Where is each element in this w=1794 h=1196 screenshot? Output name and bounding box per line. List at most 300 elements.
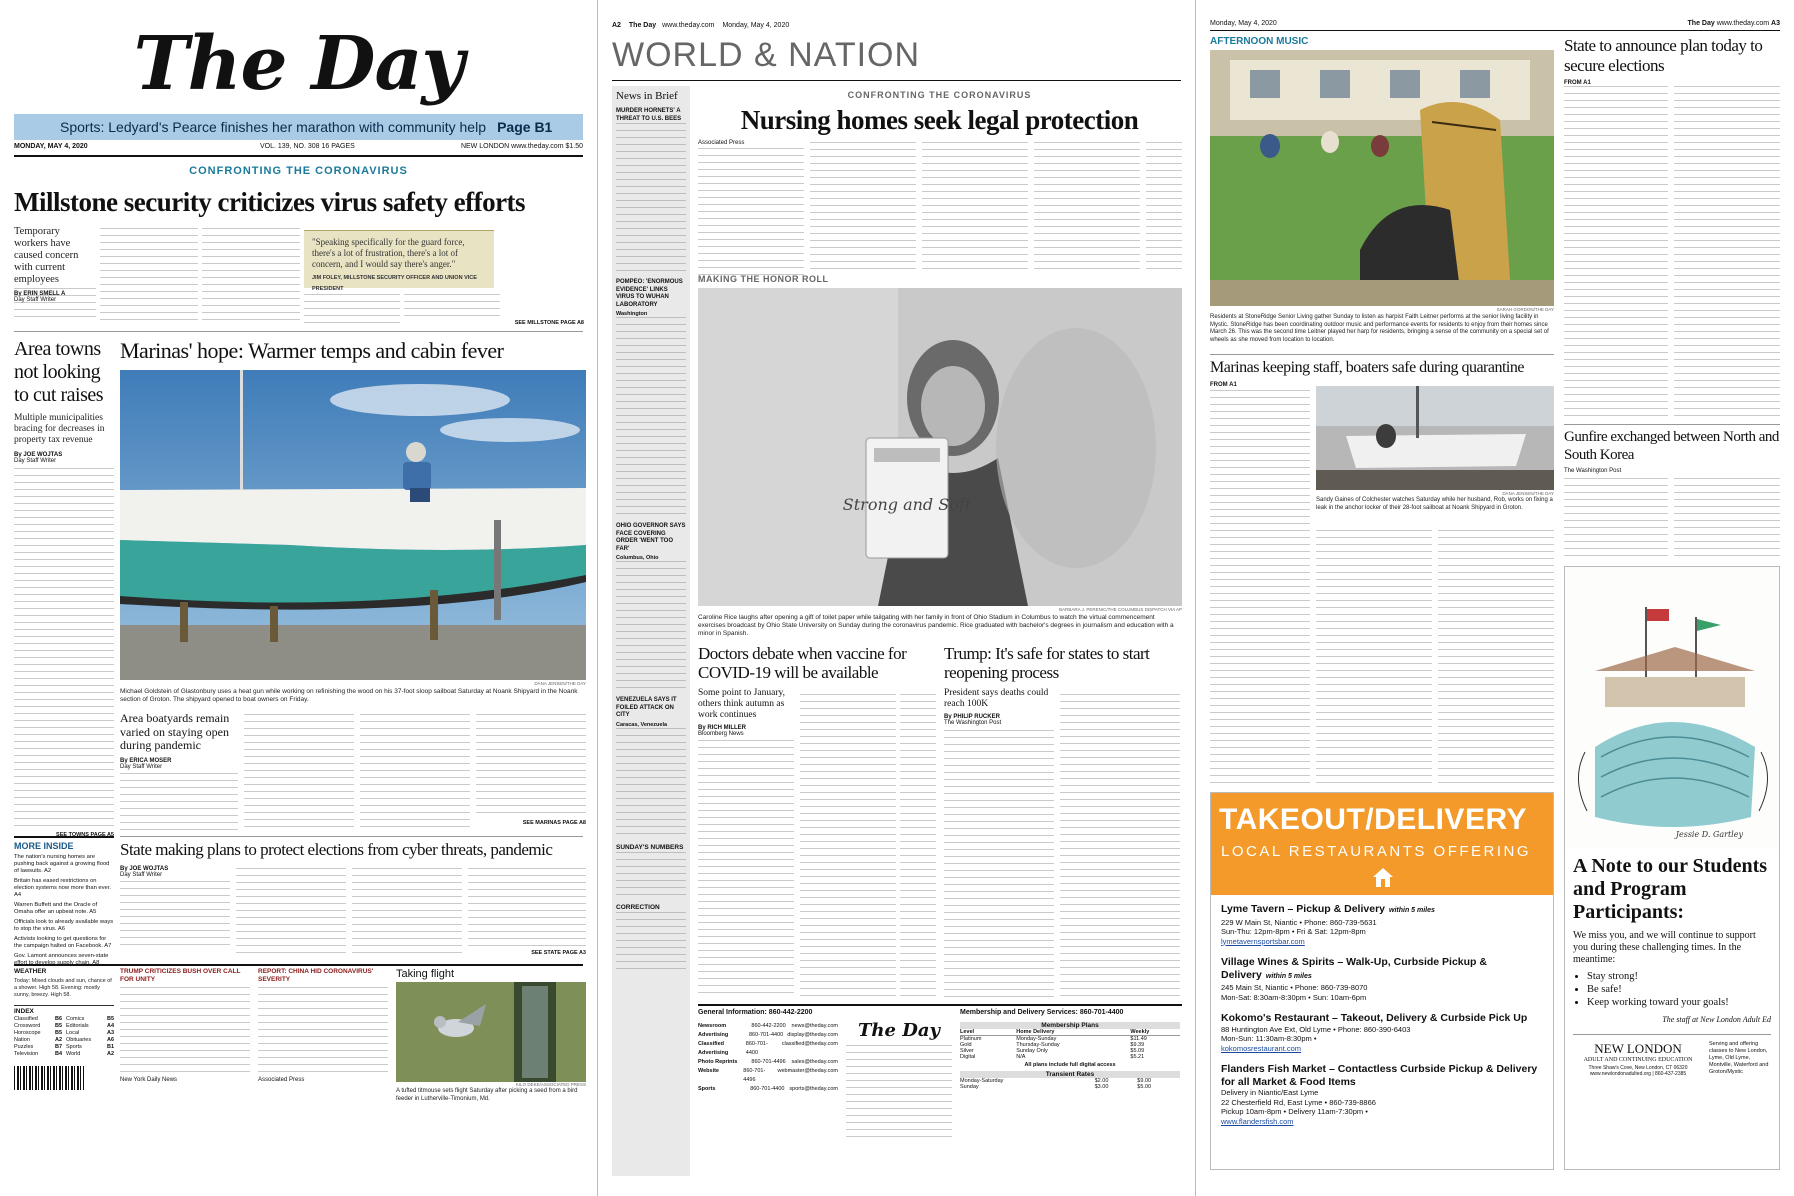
adult-ed-logo [1573,1041,1703,1077]
front-kicker: CONFRONTING THE CORONAVIRUS [189,165,408,177]
boatyards-byline: By ERICA MOSER [120,757,172,764]
paper-url: www.theday.com [662,22,715,29]
takeout-ad-header [1211,793,1553,895]
note-headline: A Note to our Students and Program Participants: [1573,855,1768,923]
honor-roll-label: MAKING THE HONOR ROLL [698,274,829,284]
directory-dept: Sports [698,1086,716,1092]
sailboat-photo-image [1316,386,1554,490]
more-inside-item[interactable]: Activists looking to get questions for the campaign halted on Facebook. A7 [14,936,112,949]
see-marinas-link[interactable]: SEE MARINAS PAGE A8 [522,820,586,826]
graduate-photo-caption: Caroline Rice laughs after opening a gift of toilet paper while tailgating with her family in front of Ohio Stadium in Columbus to watch the virtual commencement exercises broadcast by Ohio State University on Sunday during the coronavirus pandemic. Rice graduated with bachelor's degrees in journalism and education with a minor in Spanish. [698,614,1174,637]
index-page: A3 [106,1030,114,1036]
takeout-ad-title: TAKEOUT/DELIVERY [1219,803,1528,836]
directory-row [698,1085,838,1094]
note-bullet: • Keep working toward your goals! [1587,996,1771,1009]
nursing-body-col5 [1146,142,1182,270]
page-date: Monday, May 4, 2020 [722,22,790,29]
staff-listing [846,1045,952,1141]
mini-masthead [846,1020,952,1141]
paper-url: www.theday.com [1716,20,1770,27]
note-bullets [1587,970,1771,1009]
lead-byline: By ERIN SMELL A [14,291,66,297]
sailboat-photo-credit: DANA JENSEN/THE DAY [1502,491,1554,496]
index-page: B6 [54,1016,62,1022]
restaurant-detail: Mon-Sun: 11:30am-8:30pm • [1221,1034,1317,1043]
a2-kicker: CONFRONTING THE CORONAVIRUS [847,90,1032,100]
page-a3 [1196,0,1794,1196]
artist-signature: Jessie D. Gartley [1675,830,1743,839]
index-section: World [66,1051,81,1057]
note-intro: We miss you, and we will continue to support you during these challenging times. In the meantime: [1573,930,1756,965]
restaurant-link[interactable]: lymetavernsportsbar.com [1221,936,1305,946]
directory-dept: Website [698,1068,719,1074]
plans-cell: $5.09 [1130,1048,1145,1054]
divider [1210,30,1780,31]
news-in-brief-label: News in Brief [616,90,678,102]
adult-ed-note [1565,849,1779,1083]
divider [1564,424,1780,425]
state-byline-role: Day Staff Writer [120,872,163,878]
issue-price: www.theday.com $1.50 [511,143,583,150]
restaurant-note: within 5 miles [1265,972,1312,980]
marinas-body-col1 [1210,390,1310,788]
china-source: Associated Press [258,1077,305,1083]
pullquote-attribution: JIM FOLEY, MILLSTONE SECURITY OFFICER AND UNION VICE PRESIDENT [312,275,477,292]
index-page: A6 [106,1037,114,1043]
watercolor-illustration [1565,567,1779,849]
note-bullet: • Stay strong! [1587,970,1771,983]
directory-email[interactable]: webmaster@theday.com [777,1068,838,1074]
harpist-photo-caption: Residents at StoneRidge Senior Living gather Sunday to listen as harpist Faith Leitner performs at the senior living facility in Mystic. StoneRidge has been coordinating outdoor music and performance events for residents to enjoy from their homes since March 26. This was the second time Leitner played her harp for residents, bringing a sense of the community on a special set of wheels as she moved from location to location. [1210,314,1549,343]
brief-dateline: Washington [616,311,648,317]
divider [1210,354,1554,355]
restaurant-note: within 5 miles [1389,907,1435,914]
brief-item [616,108,686,273]
issue-date: MONDAY, MAY 4, 2020 [14,143,88,150]
plans-note: All plans include full digital access [1024,1062,1116,1068]
directory-phone[interactable]: 860-701-4496 [743,1068,766,1083]
plans-cell: Gold [960,1042,972,1048]
adult-ed-web[interactable]: www.newlondonadulted.org | 860-437-2385 [1589,1071,1687,1077]
taking-flight [396,968,586,1103]
more-inside-item[interactable]: Britain has eased restrictions on election systems now more than ever. A4 [14,878,111,898]
trump-body-col2 [1060,694,1180,998]
state-plan-from: FROM A1 [1564,80,1591,86]
front-dateline [14,143,583,157]
restaurant-link[interactable]: www.flandersfish.com [1221,1116,1294,1126]
directory-dept: Advertising [698,1032,729,1038]
weather-label: WEATHER [14,968,47,975]
harpist-photo-image [1210,50,1554,306]
restaurant-detail: 245 Main St, Niantic • Phone: 860-739-8070 [1221,983,1368,992]
index-page: B7 [54,1044,62,1050]
towns-byline: By JOE WOJTAS [14,452,63,458]
restaurant-detail: Delivery in Niantic/East Lyme [1221,1088,1319,1097]
restaurant-name[interactable]: Lyme Tavern – Pickup & Delivery [1221,903,1385,915]
masthead [0,20,597,108]
more-inside-list [14,854,114,967]
state-plan-headline[interactable]: State to announce plan today to secure elections [1564,36,1763,75]
plans-cell: $11.49 [1130,1036,1147,1042]
front-page [0,0,598,1196]
more-inside-item[interactable]: The nation's nursing homes are pushing back against a growing flood of lawsuits. A2 [14,854,110,874]
state-plan-body-col2 [1674,86,1780,418]
plans-cell: $9.39 [1130,1042,1145,1048]
gunfire-body-col2 [1674,478,1780,558]
page-a2-header [612,22,1181,29]
directory-phone[interactable]: 860-701-4400 [750,1086,785,1092]
directory-row [698,1031,838,1040]
plans-cell: $5.21 [1130,1054,1145,1060]
index-label: INDEX [14,1005,114,1016]
brief-body [616,561,686,691]
paper-name: The Day [628,22,657,29]
paper-name: The Day [1687,20,1715,27]
state-body-col1 [120,881,230,951]
state-byline: By JOE WOJTAS [120,866,169,872]
pullquote [304,230,494,292]
lead-deck: Temporary workers have caused concern with current employees [14,226,79,285]
bird-photo-credit: KILO DEKE/ASSOCIATED PRESS [515,1082,586,1087]
state-story [120,866,230,951]
restaurant-item [1221,903,1543,946]
see-millstone-link[interactable]: SEE MILLSTONE PAGE A8 [514,320,584,326]
product-label: Strong and Soft [842,495,972,514]
graduate-photo-credit: BARBARA J. PERENIC/THE COLUMBUS DISPATCH VIA AP [1059,607,1182,612]
doctors-body-col2 [800,694,896,998]
plans-col-header: Home Delivery [1016,1029,1130,1036]
boat-photo [120,370,586,680]
index-section: Television [14,1051,39,1057]
taking-flight-label: Taking flight [396,968,455,980]
marinas-body-col2 [360,714,470,830]
marinas-body-col3 [476,714,586,818]
index-row[interactable] [66,1023,114,1030]
gunfire-source: The Washington Post [1564,468,1622,474]
trump-byline: By PHILIP RUCKER [944,714,1000,720]
page-a3-header [1210,20,1780,27]
directory-email[interactable]: display@theday.com [787,1032,838,1038]
plans-cell: Digital [960,1054,976,1060]
page-num: A2 [612,22,621,29]
lead-deck-block [14,226,96,303]
directory-email[interactable]: sports@theday.com [789,1086,838,1092]
marinas-from: FROM A1 [1210,382,1237,388]
directory-phone[interactable]: 860-442-2200 [751,1023,786,1029]
sports-promo-bar[interactable] [14,114,583,140]
state-plan-story [1564,36,1780,86]
index-section: Nation [14,1037,30,1043]
restaurant-item [1221,1063,1543,1126]
bird-photo-image [396,982,586,1082]
correction-label: CORRECTION [616,903,660,911]
brief-headline[interactable]: POMPEO: 'ENORMOUS EVIDENCE' LINKS VIRUS TO WUHAN LABORATORY [616,279,683,308]
news-in-brief-sidebar [612,86,690,1176]
index-page: B5 [54,1030,62,1036]
harpist-photo-credit: SARAH GORDON/THE DAY [1496,307,1554,312]
watercolor-image [1565,567,1779,849]
plans-cell: N/A [1016,1054,1026,1060]
boat-photo-credit: DANA JENSEN/THE DAY [534,681,586,686]
bird-photo-caption: A tufted titmouse sets flight Saturday after picking a seed from a bird feeder in Lutherville-Timonium, Md. [396,1088,578,1102]
index-row[interactable] [14,1037,62,1044]
doctors-source: Bloomberg News [698,731,744,737]
marinas-body-col1 [244,714,354,830]
plans-col-header: Level [960,1029,1016,1036]
state-plan-body-col1 [1564,86,1668,418]
issue-volume: VOL. 139, NO. 308 16 PAGES [260,143,355,150]
gunfire-headline[interactable]: Gunfire exchanged between North and South Korea [1564,429,1779,463]
index-section: Crossword [14,1023,41,1029]
brief-body [616,728,686,838]
takeout-ad-subtitle: LOCAL RESTAURANTS OFFERING [1221,843,1532,860]
section-title: WORLD & NATION [612,36,921,74]
index-section: Local [66,1030,80,1036]
restaurant-detail: Mon-Sat: 8:30am-8:30pm • Sun: 10am-6pm [1221,992,1367,1002]
more-inside-label: MORE INSIDE [14,841,74,851]
sailboat-photo [1316,386,1554,490]
briefs-list [616,108,686,838]
brief-headline[interactable]: VENEZUELA SAYS IT FOILED ATTACK ON CITY [616,697,677,718]
boatyards-headline[interactable]: Area boatyards remain varied on staying open during pandemic [120,711,230,752]
sailboat-photo-caption: Sandy Gaines of Colchester watches Saturday while her husband, Rob, works on fixing a leak in the anchor locker of their 28-foot sailboat at Noank Shipyard in Groton. [1316,497,1553,511]
brief-headline[interactable]: MURDER HORNETS' A THREAT TO U.S. BEES [616,108,682,122]
directory-email[interactable]: classified@theday.com [781,1041,838,1047]
transient-label: Transient Rates [960,1071,1180,1078]
brief-body [616,317,686,517]
index-page: B5 [106,1016,114,1022]
brief-dateline: Columbus, Ohio [616,555,659,561]
restaurant-item [1221,1012,1543,1053]
brief-dateline: Caracas, Venezuela [616,721,668,728]
restaurant-name[interactable]: Village Wines & Spirits – Walk-Up, Curbside Pickup & Delivery [1221,956,1487,981]
transient-cell: Sunday [960,1084,979,1090]
directory-email[interactable]: sales@theday.com [791,1059,838,1065]
directory-row [698,1067,838,1085]
trump-bush-brief [120,968,250,1083]
adult-ed-ad [1564,566,1780,1170]
graduate-photo-image [698,288,1182,606]
index-section: Classified [14,1016,38,1022]
sundays-numbers-body [616,852,686,898]
transient-cell: $9.00 [1137,1078,1152,1084]
restaurant-name-line [1221,903,1543,918]
delivery-info [960,1009,1123,1016]
boat-photo-caption: Michael Goldstein of Glastonbury uses a heat gun while working on refinishing the wood on his 37-foot sloop sailboat Saturday at Noank Shipyard in the Noank section of Groton. The shipyard opened to boat owners on Friday. [120,688,578,703]
transient-cell: $5.00 [1137,1084,1152,1090]
plans-cell: Monday-Sunday [1016,1036,1057,1042]
towns-body [14,468,114,832]
state-elections-headline[interactable]: State making plans to protect elections from cyber threats, pandemic [120,840,553,859]
adult-ed-name: NEW LONDON [1594,1041,1682,1056]
index-row[interactable] [66,1044,114,1051]
lead-byline-role: Day Staff Writer [14,297,57,303]
index-row[interactable] [14,1023,62,1030]
state-body-col2 [236,868,346,956]
trump-bush-body [120,987,250,1077]
divider [120,836,583,837]
nursing-story [698,140,804,276]
transient-cell: $2.00 [1094,1078,1109,1084]
general-info-label: General Information: [698,1009,767,1016]
lead-body-col3 [202,228,300,326]
doctors-body-col3 [900,694,936,998]
membership-box [960,1022,1180,1090]
directory-row [698,1022,838,1031]
directory-email[interactable]: news@theday.com [791,1023,838,1029]
mini-masthead-title: The Day [858,1020,940,1041]
boat-photo-image [120,370,586,680]
sundays-numbers-label: SUNDAY'S NUMBERS [616,843,684,851]
divider [612,80,1181,81]
index-section: Puzzles [14,1044,34,1050]
china-brief [258,968,388,1083]
page-date: Monday, May 4, 2020 [1210,20,1277,27]
pullquote-text: "Speaking specifically for the guard force, there's a lot of frustration, there's a lot of concern, and I would say there's anger." [312,237,465,269]
issue-location: NEW LONDON [460,143,510,150]
index-row[interactable] [14,1044,62,1051]
marinas-body-col2 [1316,530,1432,788]
marinas-quarantine-headline[interactable]: Marinas keeping staff, boaters safe during quarantine [1210,359,1524,376]
afternoon-music-label: AFTERNOON MUSIC [1210,36,1309,47]
restaurant-name-line [1221,1063,1543,1088]
index-row[interactable] [66,1037,114,1044]
index-row[interactable] [66,1051,114,1058]
barcode [14,1066,84,1090]
general-info-phone[interactable]: 860-442-2200 [768,1009,813,1016]
house-icon [1371,865,1395,889]
page-num: A3 [1771,20,1780,27]
directory-phone[interactable]: 860-701-4400 [748,1032,784,1038]
index-row[interactable] [66,1030,114,1037]
plans-table [960,1029,1180,1060]
nursing-headline[interactable]: Nursing homes seek legal protection [740,105,1139,135]
towns-deck: Multiple municipalities bracing for decreases in property tax revenue [14,413,105,445]
membership-label: Membership Plans [960,1022,1180,1029]
graduate-photo [698,288,1182,606]
trump-bush-headline[interactable]: TRUMP CRITICIZES BUSH OVER CALL FOR UNITY [120,968,241,983]
trump-deck: President says deaths could reach 100K [944,688,1049,709]
doctors-byline: By RICH MILLER [698,725,746,731]
directory-phone[interactable]: 860-701-4400 [745,1041,768,1056]
note-signature: The staff at New London Adult Ed [1662,1015,1771,1024]
nursing-body-col1 [698,148,804,276]
index-page: A4 [106,1023,114,1029]
index-section: Editorials [66,1023,89,1029]
page-a2 [598,0,1196,1196]
directory-table [698,1022,838,1094]
index-page: A2 [106,1051,114,1057]
lead-body-col5 [404,294,500,320]
nursing-body-col3 [922,142,1028,270]
trump-headline[interactable]: Trump: It's safe for states to start reopening process [944,644,1150,682]
directory-dept: Classified Advertising [698,1041,729,1056]
china-headline[interactable]: REPORT: CHINA HID CORONAVIRUS' SEVERITY [258,968,374,983]
general-info [698,1009,812,1016]
boatyards-body [120,773,238,833]
doctors-headline[interactable]: Doctors debate when vaccine for COVID-19 will be available [698,644,907,682]
index-row[interactable] [14,1030,62,1037]
adult-ed-footer [1573,1034,1771,1077]
delivery-phone[interactable]: 860-701-4400 [1079,1009,1124,1016]
doctors-body-col1 [698,740,794,998]
bird-photo [396,982,586,1082]
restaurant-detail: 88 Huntington Ave Ext, Old Lyme • Phone: 860-390-6403 [1221,1024,1411,1034]
boatyards-story [120,712,238,833]
masthead-title: The Day [133,21,464,107]
index-page: B1 [106,1044,114,1050]
plans-col-header: Weekly [1130,1029,1180,1036]
index-page: B5 [54,1023,62,1029]
index-row[interactable] [66,1016,114,1023]
towns-byline-role: Day Staff Writer [14,458,57,464]
plans-cell: Platinum [960,1036,982,1042]
brief-headline[interactable]: OHIO GOVERNOR SAYS FACE COVERING ORDER 'WENT TOO FAR' [616,523,686,552]
directory-phone[interactable]: 860-701-4496 [751,1059,786,1065]
towns-story [14,338,114,838]
divider [14,331,583,332]
towns-headline[interactable]: Area towns not looking to cut raises [14,338,104,406]
nursing-body-col4 [1034,142,1140,270]
restaurant-detail: 22 Chesterfield Rd, East Lyme • 860-739-8866 [1221,1097,1376,1107]
index-section: Sports [66,1044,82,1050]
marinas-headline[interactable]: Marinas' hope: Warmer temps and cabin fever [120,338,504,363]
adult-ed-address: Three Shaw's Cove, New London, CT 06320 [1588,1065,1688,1071]
transient-cell: Monday-Saturday [960,1078,1004,1084]
index-row[interactable] [14,1016,62,1023]
note-bullet: • Be safe! [1587,983,1771,996]
trump-bush-source: New York Daily News [120,1077,178,1083]
lead-body-col1 [14,288,96,322]
index-page: B4 [54,1051,62,1057]
divider [14,964,583,966]
index-list [14,1016,114,1058]
restaurant-name[interactable]: Flanders Fish Market – Contactless Curbside Pickup & Delivery for all Market & Food Items [1221,1063,1538,1088]
state-body-col3 [352,868,462,956]
nursing-body-col2 [810,142,916,270]
restaurant-link[interactable]: kokomosrestaurant.com [1221,1043,1302,1053]
see-towns-link[interactable]: SEE TOWNS PAGE A5 [56,832,114,838]
restaurant-detail: Sun-Thu: 12pm-8pm • Fri & Sat: 12pm-8pm [1221,927,1366,936]
lead-headline[interactable]: Millstone security criticizes virus safety efforts [14,187,526,217]
plans-cell: Sunday Only [1016,1048,1048,1054]
plans-cell: Thursday-Sunday [1016,1042,1060,1048]
index-row[interactable] [14,1051,62,1058]
more-inside-item[interactable]: Gov. Lamont announces seven-state effort to develop supply chain. A8 [14,953,109,966]
directory-row [698,1040,838,1058]
see-state-link[interactable]: SEE STATE PAGE A3 [531,950,586,956]
brief-item [616,697,686,838]
promo-text: Sports: Ledyard's Pearce finishes her marathon with community help [60,119,486,135]
more-inside-item[interactable]: Warren Buffett and the Oracle of Omaha offer an upbeat note. A5 [14,902,98,915]
state-body-col4 [468,868,586,948]
index-section: Obituaries [66,1037,92,1043]
restaurant-item [1221,956,1543,1002]
brief-item [616,279,686,517]
marinas-body-col3 [1438,530,1554,788]
directory-row [698,1058,838,1067]
lead-body-col2 [100,228,198,326]
brief-item [616,523,686,691]
directory-dept: Newsroom [698,1023,727,1029]
delivery-label: Membership and Delivery Services: [960,1009,1078,1016]
more-inside-item[interactable]: Officials look to already available ways to stop the virus. A6 [14,919,114,932]
restaurant-name[interactable]: Kokomo's Restaurant – Takeout, Delivery & Curbside Pick Up [1221,1012,1528,1024]
adult-ed-sub: ADULT AND CONTINUING EDUCATION [1583,1057,1693,1063]
restaurant-list [1211,895,1553,1144]
restaurant-detail: 229 W Main St, Niantic • Phone: 860-739-5631 [1221,917,1377,927]
adult-ed-serving: Serving and offering classes to New London, Lyme, Old Lyme, Montville, Waterford and Groton/Mystic [1709,1041,1769,1075]
